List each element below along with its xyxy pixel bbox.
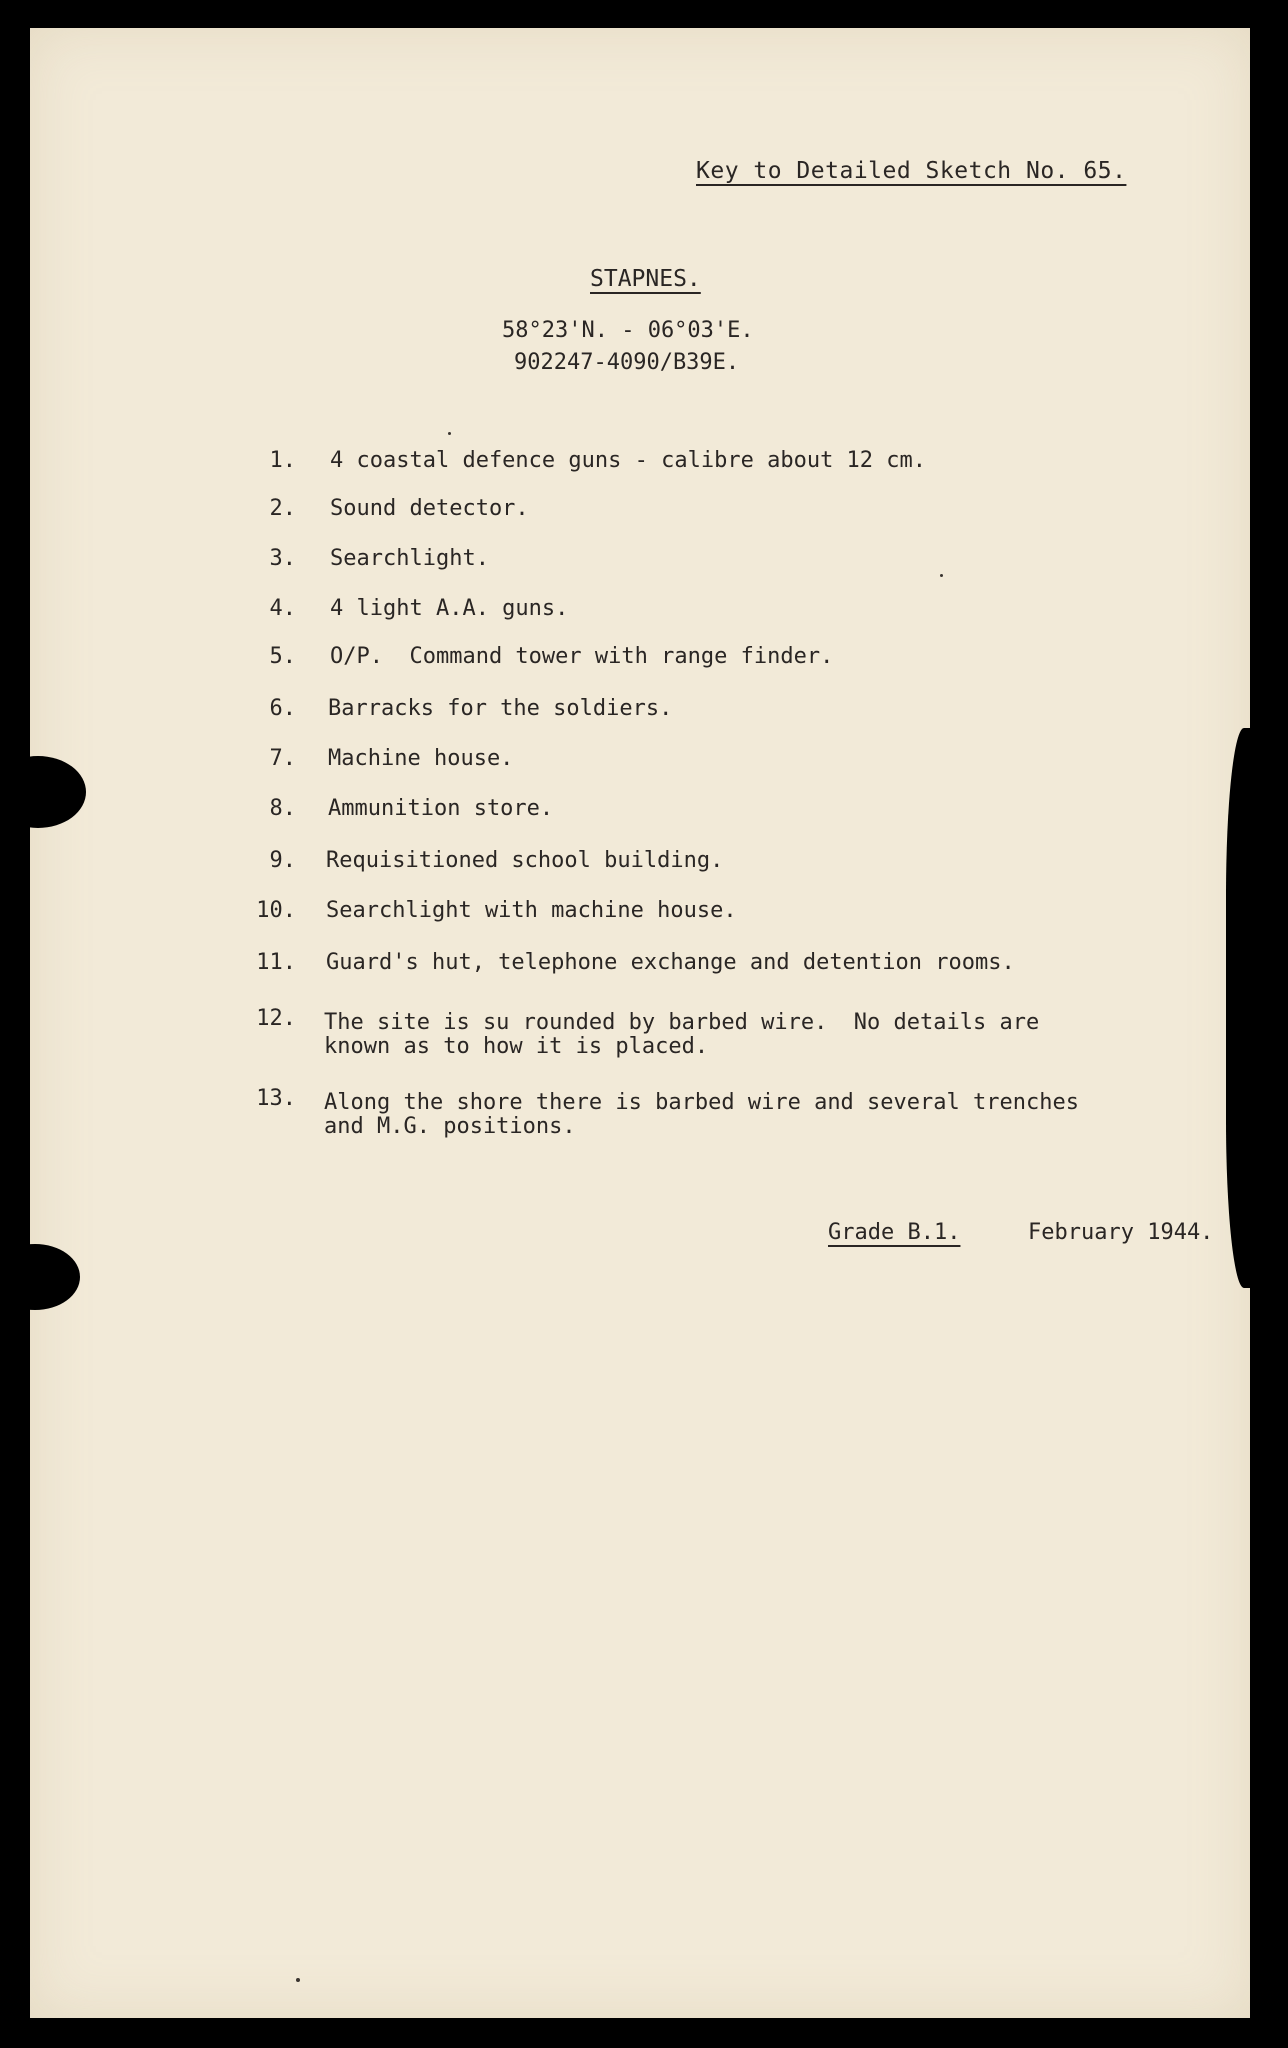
item-text: Searchlight with machine house.: [326, 898, 737, 923]
item-number: 6.: [269, 696, 296, 721]
item-text-line-1: The site is su rounded by barbed wire. No details are: [324, 1010, 1040, 1035]
item-number: 7.: [269, 746, 296, 771]
paper-speck: [940, 574, 943, 577]
item-text: Searchlight.: [330, 546, 489, 571]
paper-speck: [296, 1978, 300, 1982]
item-number: 8.: [269, 796, 296, 821]
item-number: 12.: [256, 1006, 296, 1031]
item-text: 4 light A.A. guns.: [330, 596, 569, 621]
item-number: 1.: [269, 448, 296, 473]
item-number: 9.: [269, 848, 296, 873]
item-text: Barracks for the soldiers.: [328, 696, 673, 721]
document-title: Key to Detailed Sketch No. 65.: [696, 158, 1127, 184]
item-text: Requisitioned school building.: [326, 848, 724, 873]
item-number: 2.: [269, 496, 296, 521]
document-date: February 1944.: [1028, 1220, 1214, 1245]
paper-speck: [448, 432, 451, 435]
item-text: Guard's hut, telephone exchange and detention rooms.: [326, 950, 1015, 975]
item-text: Ammunition store.: [328, 796, 554, 821]
location-name: STAPNES.: [590, 266, 701, 292]
location-grid-reference: 902247-4090/B39E.: [514, 350, 740, 375]
item-text-line-2: known as to how it is placed.: [324, 1034, 709, 1059]
item-number: 13.: [256, 1086, 296, 1111]
item-text: 4 coastal defence guns - calibre about 12 cm.: [330, 448, 927, 473]
item-number: 4.: [269, 596, 296, 621]
item-text: O/P. Command tower with range finder.: [330, 644, 834, 669]
item-number: 11.: [256, 950, 296, 975]
document-page: [30, 28, 1250, 2018]
item-number: 10.: [256, 898, 296, 923]
item-text-line-1: Along the shore there is barbed wire and several trenches: [324, 1090, 1079, 1115]
page-tear-left-lower: [0, 1244, 80, 1310]
grade-label: Grade B.1.: [828, 1220, 961, 1245]
location-coordinates: 58°23'N. - 06°03'E.: [502, 318, 754, 343]
item-text-line-2: and M.G. positions.: [324, 1114, 576, 1139]
item-number: 5.: [269, 644, 296, 669]
item-text: Sound detector.: [330, 496, 529, 521]
item-number: 3.: [269, 546, 296, 571]
page-tear-right: [1226, 728, 1286, 1288]
item-text: Machine house.: [328, 746, 514, 771]
